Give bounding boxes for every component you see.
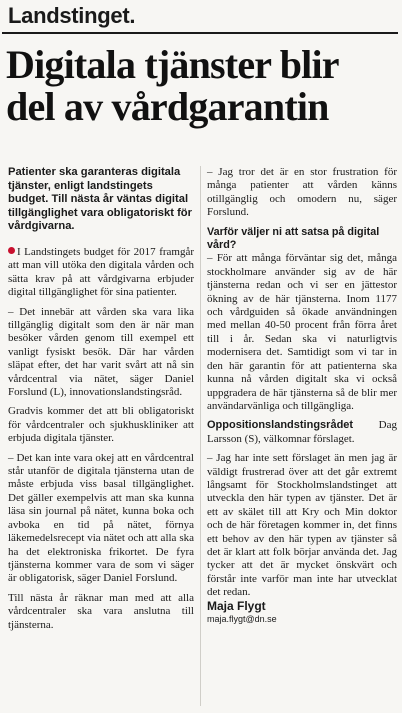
body-paragraph-5: Till nästa år räknar man med att alla vårdcentraler ska vara anslutna till tjänsterna.: [8, 591, 194, 631]
headline-line-2: del av vårdgarantin: [6, 84, 329, 129]
lead-paragraph: Patienter ska garanteras digitala tjänster, enligt landstingets budget. Till nästa år väntas digital tillgänglighet vara obligatoriskt för vårdgivarna.: [8, 166, 192, 233]
interview-question: Varför väljer ni att satsa på digital vård?: [207, 225, 380, 252]
right-column: [207, 166, 397, 626]
body-paragraph-1-text: I Landstingets budget för 2017 framgår att man vill utöka den digitala vården och sätta krav på att vårdgivarna erbjuder digital tillgänglighet för sina patienter.: [8, 245, 194, 299]
body-paragraph-1: [8, 246, 194, 300]
headline: [6, 44, 398, 128]
author-email[interactable]: maja.flygt@dn.se: [207, 614, 277, 624]
red-dot-icon: [8, 247, 15, 254]
section-label: Landstinget.: [8, 3, 136, 28]
byline: Maja Flygt: [207, 598, 266, 613]
body-paragraph-6: – Jag tror det är en stor frustration för många patienter att vården känns otillgänglig och omodern nu, säger Forslund.: [207, 166, 397, 219]
left-column: [8, 166, 194, 632]
body-paragraph-2: – Det innebär att vården ska vara lika tillgänglig digitalt som den är när man besöker vården genom till exempel ett vanligt fysiskt besök. Där har vården släpat efter, det har varit svårt att nå sin vårdcentral via nätet, säger Daniel Forslund (L), innovationslandstingsråd.: [8, 305, 194, 399]
headline-line-1: Digitala tjänster blir: [6, 42, 339, 87]
subhead: Oppositionslandstingsrådet: [207, 419, 354, 432]
column-divider: [200, 166, 201, 706]
body-paragraph-7: – För att många förväntar sig det, många stockholmare använder sig av de här tjänsterna redan och vi ser en jättestor ökning av de här tjänsterna. Inom 1177 och vårdguiden så ökade användningen med mellan 40-50 procent från förra året till i år. Sedan ska vi naturligtvis modernisera det. Samtidigt som vi tar in den här garantin för att patienterna ska kunna nå vården digitalt ska vi också uppgradera de här tjänsterna så de blir mer användarvänliga och tillgängliga.: [207, 252, 397, 412]
body-paragraph-8-text: Dag Larsson (S), välkomnar förslaget.: [207, 419, 397, 445]
body-paragraph-4: – Det kan inte vara okej att en vårdcentral står utanför de digitala tjänsterna utan de måste erbjuda viss basal tillgänglighet. Det gäller exempelvis att man ska kunna läsa sin journal på nätet, kunna boka och avboka en tid på nätet, förnya läkemedelsrecept via nätet och att alla ska ha det elektroniska frikortet. De fyra tjänsterna kommer vara de som vi säger är obligatorisk, säger Daniel Forslund.: [8, 451, 194, 585]
body-paragraph-9: – Jag har inte sett förslaget än men jag är väldigt frustrerad över att det går extremt långsamt för Stockholmslandstinget att utveckla den här typen av tjänster. Det är ett av skälet till att Kry och Min doktor och de här företagen kommer in, det finns ett behov av den här typen av tjänster så det är klart att folk börjar använda det. Jag tycker att det är mycket önskvärt och förstår inte varför man inte har utvecklat det redan.: [207, 452, 397, 599]
body-paragraph-8: [207, 419, 397, 446]
section-header: [2, 2, 398, 34]
body-paragraph-3: Gradvis kommer det att bli obligatoriskt för vårdcentraler och sjukhuskliniker att erbjuda digitala tjänster.: [8, 405, 194, 445]
